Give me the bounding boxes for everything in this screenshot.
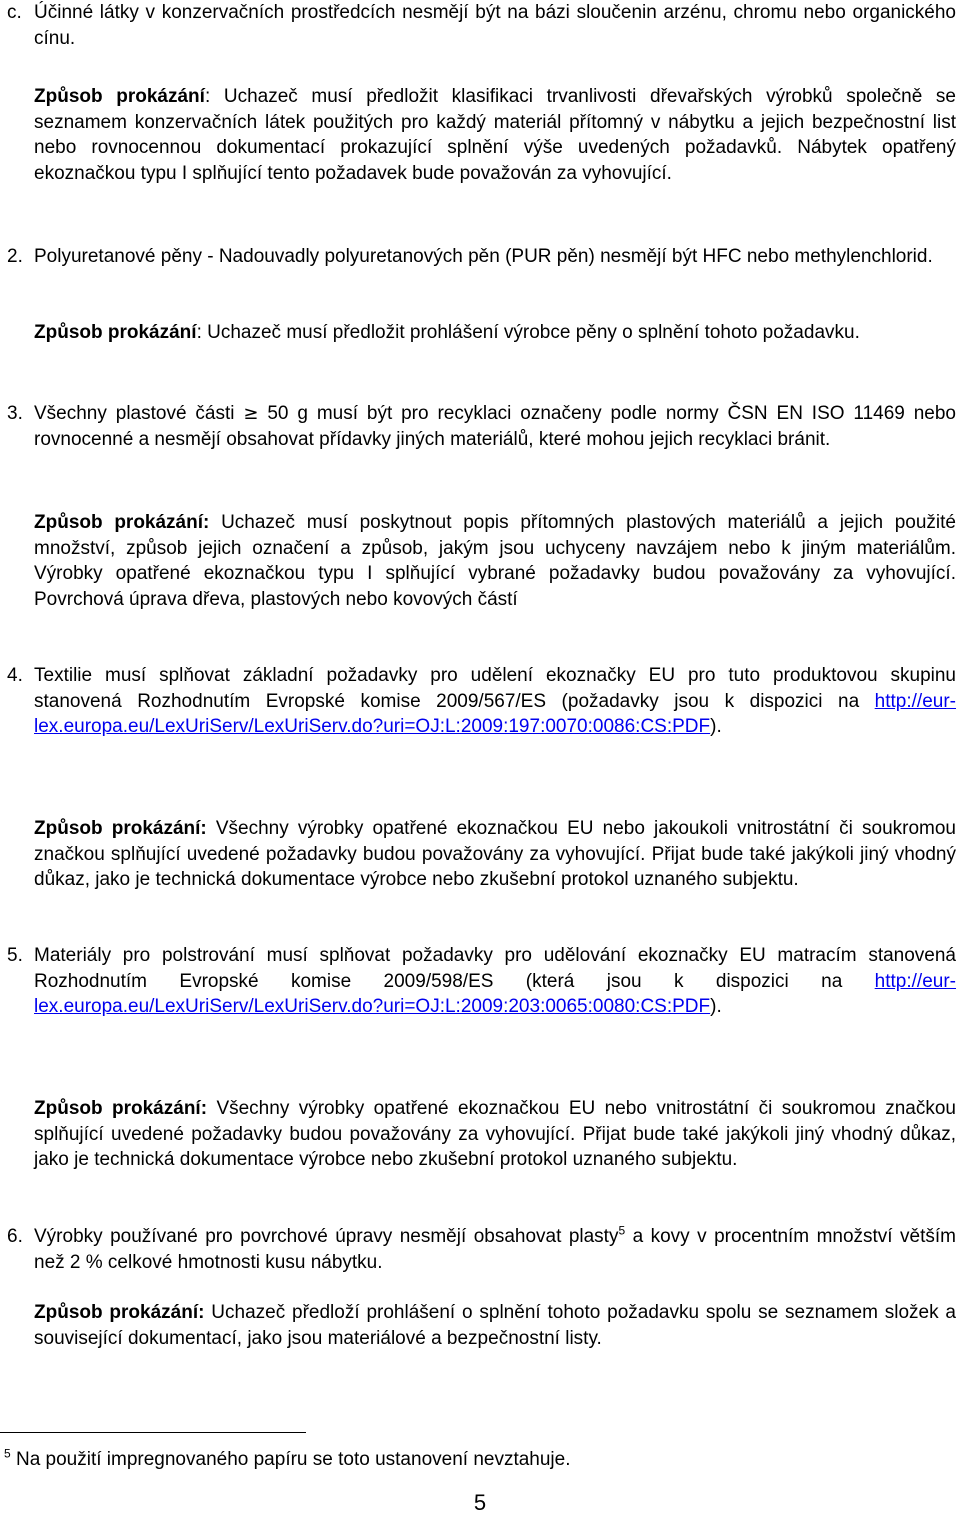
page-number: 5 bbox=[473, 1490, 487, 1515]
item-4-after: ). bbox=[710, 716, 722, 737]
item-6-text-b: a kovy v procentním množství větším než 2 % celkové hmotnosti kusu nábytku. bbox=[34, 1226, 956, 1273]
item-6 bbox=[7, 1223, 956, 1275]
proof-3-text: Uchazeč musí poskytnout popis přítomných plastových materiálů a jejich použité množství, způsob jejich označení a způsob, jakým jsou uchyceny navzájem nebo k jiným materiálům. Výrobky opatřené ekoznačkou typu I splňující vybrané požadavky budou považovány za vyhovující. Povrchová úprava dřeva, plastových nebo kovových částí bbox=[34, 512, 956, 610]
item-5-marker: 5. bbox=[7, 945, 23, 966]
item-3-text-b: 50 g musí být pro recyklaci označeny podle normy ČSN EN ISO 11469 nebo rovnocenné a nesmějí obsahovat přídavky jiných materiálů, které mohou jejich recyklaci bránit. bbox=[34, 403, 956, 450]
item-5 bbox=[7, 943, 956, 1020]
proof-4-text: Všechny výrobky opatřené ekoznačkou EU nebo jakoukoli vnitrostátní či soukromou značkou splňující uvedené požadavky budou považovány za vyhovující. Přijat bude také jakýkoli jiný vhodný důkaz, jako je technická dokumentace výrobce nebo zkušební protokol uznaného subjektu. bbox=[34, 818, 956, 890]
item-c bbox=[7, 0, 956, 51]
item-5-text: Materiály pro polstrování musí splňovat požadavky pro udělování ekoznačky EU matracím stanovená Rozhodnutím Evropské komise 2009/598/ES (která jsou k dispozici na bbox=[34, 945, 956, 992]
item-4-marker: 4. bbox=[7, 665, 23, 686]
item-6-marker: 6. bbox=[7, 1226, 23, 1247]
item-2-marker: 2. bbox=[7, 246, 23, 267]
proof-2-label: Způsob prokázání bbox=[34, 322, 197, 343]
proof-2 bbox=[34, 320, 956, 346]
proof-2-text: : Uchazeč musí předložit prohlášení výrobce pěny o splnění tohoto požadavku. bbox=[196, 322, 860, 343]
footnote bbox=[4, 1447, 571, 1473]
item-c-text: Účinné látky v konzervačních prostředcích nesmějí být na bázi sloučenin arzénu, chromu nebo organického cínu. bbox=[34, 2, 956, 49]
proof-3-label: Způsob prokázání: bbox=[34, 512, 210, 533]
item-3 bbox=[7, 401, 956, 452]
proof-5 bbox=[34, 1096, 956, 1173]
item-5-after: ). bbox=[710, 996, 722, 1017]
proof-5-label: Způsob prokázání: bbox=[34, 1098, 208, 1119]
item-c-marker: c. bbox=[7, 2, 22, 23]
item-4-text: Textilie musí splňovat základní požadavky pro udělení ekoznačky EU pro tuto produktovou skupinu stanovená Rozhodnutím Evropské komise 2009/567/ES (požadavky jsou k dispozici na bbox=[34, 665, 956, 712]
footnote-separator bbox=[0, 1432, 306, 1433]
proof-6-text: Uchazeč předloží prohlášení o splnění tohoto požadavku spolu se seznamem složek a související dokumentací, jako jsou materiálové a bezpečnostní listy. bbox=[34, 1302, 956, 1349]
item-6-text-a: Výrobky používané pro povrchové úpravy nesmějí obsahovat plasty bbox=[34, 1226, 619, 1247]
item-3-marker: 3. bbox=[7, 403, 23, 424]
proof-6-label: Způsob prokázání: bbox=[34, 1302, 205, 1323]
item-4 bbox=[7, 663, 956, 740]
footnote-marker: 5 bbox=[4, 1446, 11, 1461]
item-2-text: Polyuretanové pěny - Nadouvadly polyuretanových pěn (PUR pěn) nesmějí být HFC nebo methylenchlorid. bbox=[34, 246, 933, 267]
item-4-link[interactable]: http://eur-lex.europa.eu/LexUriServ/LexUriServ.do?uri=OJ:L:2009:197:0070:0086:CS:PDF bbox=[34, 690, 956, 737]
footnote-ref[interactable]: 5 bbox=[618, 1223, 626, 1238]
proof-c-text: : Uchazeč musí předložit klasifikaci trvanlivosti dřevařských výrobků společně se seznamem konzervačních látek použitých pro každý materiál přítomný v nábytku a jejich bezpečnostní list nebo rovnocennou dokumentací prokazující splnění výše uvedených požadavků. Nábytek opatřený ekoznačkou typu I splňující tento požadavek bude považován za vyhovující. bbox=[34, 86, 956, 184]
proof-3 bbox=[34, 510, 956, 612]
proof-4 bbox=[34, 816, 956, 893]
item-3-text-a: Všechny plastové části bbox=[34, 403, 235, 424]
proof-c-label: Způsob prokázání bbox=[34, 86, 205, 107]
proof-c bbox=[34, 84, 956, 186]
item-2 bbox=[7, 244, 956, 270]
proof-6 bbox=[34, 1300, 956, 1351]
proof-5-text: Všechny výrobky opatřené ekoznačkou EU nebo vnitrostátní či soukromou značkou splňující uvedené požadavky budou považovány za vyhovující. Přijat bude také jakýkoli jiný vhodný důkaz, jako je technická dokumentace výrobce nebo zkušební protokol uznaného subjektu. bbox=[34, 1098, 956, 1170]
greater-equal-symbol: ≥ bbox=[243, 403, 259, 424]
proof-4-label: Způsob prokázání: bbox=[34, 818, 207, 839]
footnote-text: Na použití impregnovaného papíru se toto ustanovení nevztahuje. bbox=[10, 1449, 571, 1470]
item-5-link[interactable]: http://eur-lex.europa.eu/LexUriServ/LexUriServ.do?uri=OJ:L:2009:203:0065:0080:CS:PDF bbox=[34, 970, 956, 1017]
